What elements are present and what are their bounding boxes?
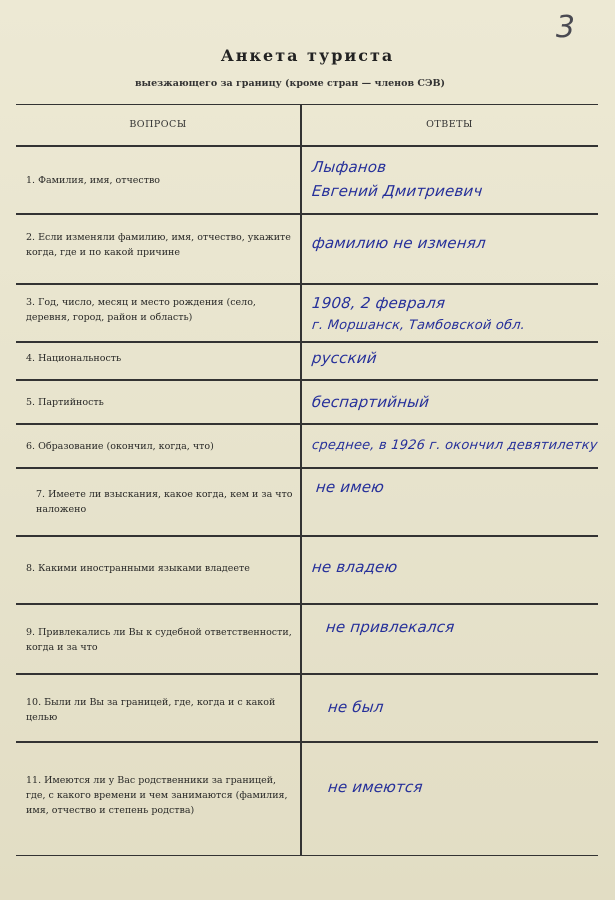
form-subtitle: выезжающего за границу (кроме стран — членов СЭВ) [134,78,446,89]
question-10: 10. Были ли Вы за границей, где, когда и с какой целью [26,697,276,723]
question-5: 5. Партийность [26,397,104,408]
answer-5-line-1: беспартийный [311,393,431,411]
header-questions: ВОПРОСЫ [129,119,187,130]
question-8: 8. Какими иностранными языками владеете [26,563,250,574]
question-7: 7. Имеете ли взыскания, какое когда, кем и за что наложено [36,489,293,515]
row-divider [16,379,598,381]
column-divider [300,105,302,855]
row-divider [16,213,598,215]
row-divider [16,467,598,469]
questionnaire-table [16,104,598,856]
question-3: 3. Год, число, месяц и место рождения (село, деревня, город, район и область) [26,297,256,323]
row-divider [16,535,598,537]
question-1: 1. Фамилия, имя, отчество [26,175,161,186]
question-4: 4. Национальность [26,353,122,364]
answer-1-line-2: Евгений Дмитриевич [311,182,484,200]
answer-6-line-1: среднее, в 1926 г. окончил девятилетку [311,438,599,453]
answer-8-line-1: не владею [311,558,399,576]
answer-3-line-2: г. Моршанск, Тамбовской обл. [311,318,526,333]
question-6: 6. Образование (окончил, когда, что) [26,441,214,452]
row-divider [16,741,598,743]
header-answers: ОТВЕТЫ [426,119,473,130]
row-divider [16,603,598,605]
row-divider [16,423,598,425]
question-11: 11. Имеются ли у Вас родственники за границей, где, с какого времени и чем занимаются (фамилия, имя, отчество и степень родства) [26,775,288,816]
form-title: Анкета туриста [220,46,395,65]
question-2: 2. Если изменяли фамилию, имя, отчество, укажите когда, где и по какой причине [26,232,291,258]
answer-4-line-1: русский [311,349,378,367]
answer-10-line-1: не был [327,698,385,716]
answer-3-line-1: 1908, 2 февраля [311,294,447,312]
row-divider [16,673,598,675]
page-number: 3 [555,10,575,45]
answer-9-line-1: не привлекался [325,618,456,636]
answer-2-line-1: фамилию не изменял [311,234,487,252]
row-divider [16,341,598,343]
row-divider [16,145,598,147]
row-divider [16,283,598,285]
question-9: 9. Привлекались ли Вы к судебной ответственности, когда и за что [26,627,292,653]
answer-1-line-1: Лыфанов [311,158,388,176]
answer-11-line-1: не имеются [327,778,424,796]
answer-7-line-1: не имею [315,478,386,496]
